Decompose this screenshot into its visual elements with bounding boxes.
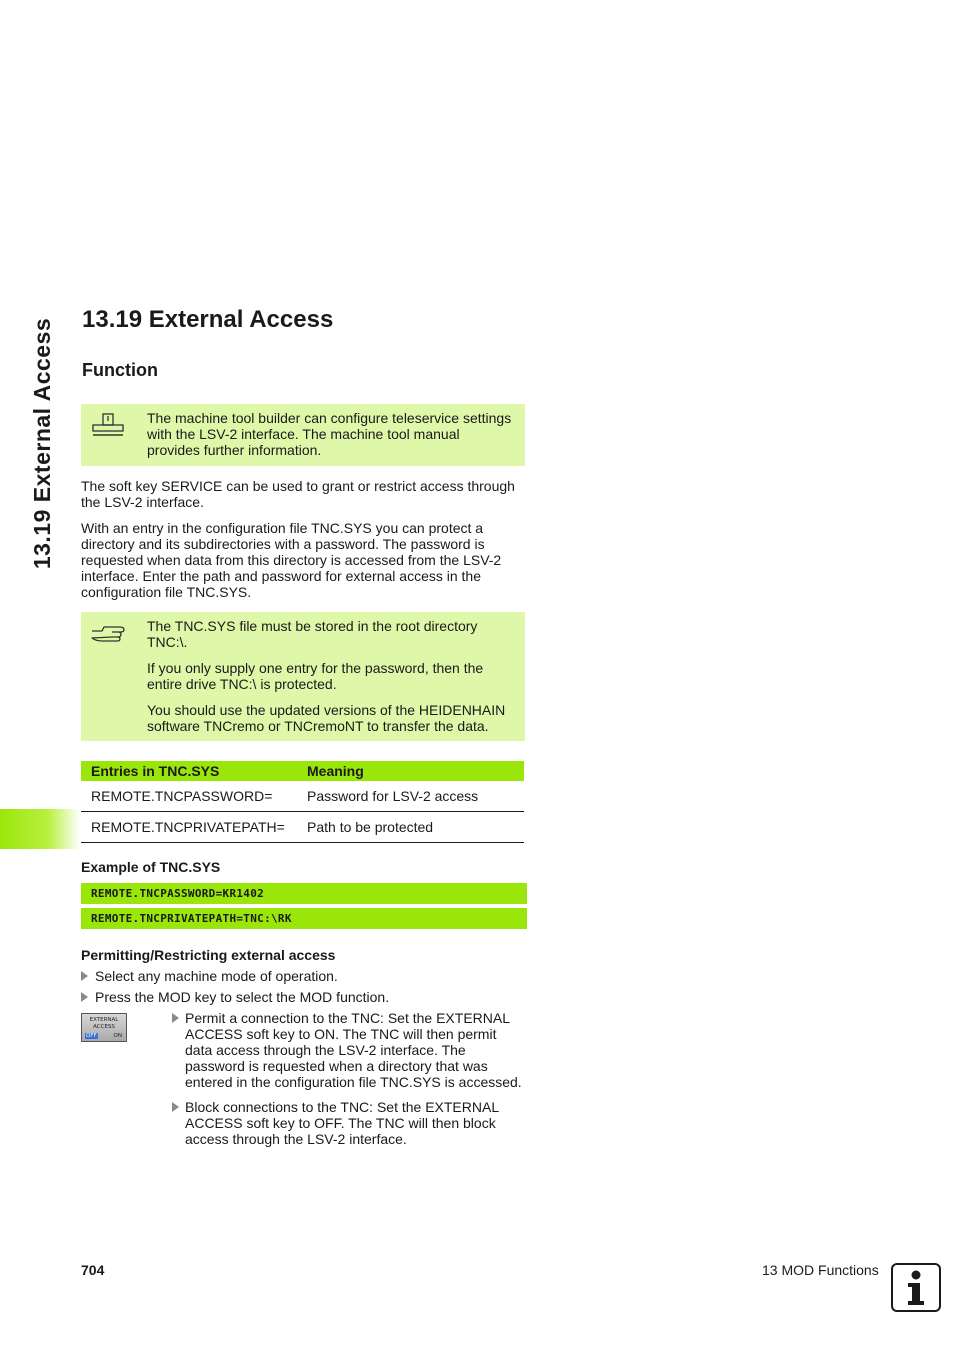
- paragraph-tnc-sys: With an entry in the configuration file TNC.SYS you can protect a directory and its subdirectories with a password. The password is requested when data from this directory is accessed from the LSV-2 interface. Enter the path and password for external access in the configuration file TNC.SYS.: [81, 520, 502, 600]
- list-item: Select any machine mode of operation.: [81, 968, 525, 984]
- arrow-bullet-icon: [81, 971, 88, 981]
- list-item: Block connections to the TNC: Set the EXTERNAL ACCESS soft key to OFF. The TNC will then block access through the LSV-2 interface.: [172, 1099, 526, 1147]
- external-access-softkey[interactable]: EXTERNAL ACCESS OFF ON: [81, 1013, 127, 1042]
- note-text: The machine tool builder can configure teleservice settings with the LSV-2 interface. The machine tool manual provides further information.: [147, 410, 512, 458]
- column-header: Meaning: [297, 761, 524, 781]
- arrow-bullet-icon: [172, 1013, 179, 1023]
- table-cell: REMOTE.TNCPRIVATEPATH=: [81, 812, 297, 843]
- subheading: Permitting/Restricting external access: [81, 947, 336, 963]
- column-header: Entries in TNC.SYS: [81, 761, 297, 781]
- note-paragraph: If you only supply one entry for the password, then the entire drive TNC:\ is protected.: [147, 660, 484, 692]
- page-number: 704: [81, 1262, 105, 1278]
- machine-note-box: [81, 404, 525, 466]
- note-text: [147, 618, 513, 734]
- table-row: [81, 812, 524, 843]
- arrow-bullet-icon: [172, 1102, 179, 1112]
- vertical-chapter-title: 13.19 External Access: [29, 317, 56, 569]
- machine-icon: [91, 413, 125, 444]
- section-title: Function: [82, 360, 158, 380]
- list-item: Press the MOD key to select the MOD function.: [81, 989, 525, 1005]
- note-paragraph: You should use the updated versions of the HEIDENHAIN software TNCremo or TNCremoNT to transfer the data.: [147, 702, 506, 734]
- chapter-thumb-tab: [0, 809, 80, 849]
- entries-table: [81, 761, 524, 843]
- table-header-row: [81, 761, 524, 781]
- code-line: REMOTE.TNCPASSWORD=KR1402: [81, 883, 527, 904]
- chapter-label: 13 MOD Functions: [762, 1262, 879, 1278]
- table-cell: Password for LSV-2 access: [297, 781, 524, 812]
- table-cell: REMOTE.TNCPASSWORD=: [81, 781, 297, 812]
- table-cell: Path to be protected: [297, 812, 524, 843]
- paragraph-service-softkey: The soft key SERVICE can be used to grant or restrict access through the LSV-2 interface.: [81, 478, 515, 510]
- code-line: REMOTE.TNCPRIVATEPATH=TNC:\RK: [81, 908, 527, 929]
- page-title: 13.19 External Access: [82, 306, 334, 333]
- table-row: [81, 781, 524, 812]
- example-title: Example of TNC.SYS: [81, 859, 221, 875]
- pointing-hand-icon: [90, 623, 126, 650]
- list-item: Permit a connection to the TNC: Set the EXTERNAL ACCESS soft key to ON. The TNC will then permit data access through the LSV-2 interface. The password is requested when a directory that was entered in the configuration file TNC.SYS is accessed.: [172, 1010, 526, 1090]
- note-paragraph: The TNC.SYS file must be stored in the root directory TNC:\.: [147, 618, 478, 650]
- hint-note-box: [81, 612, 525, 741]
- info-icon: [891, 1263, 941, 1312]
- arrow-bullet-icon: [81, 992, 88, 1002]
